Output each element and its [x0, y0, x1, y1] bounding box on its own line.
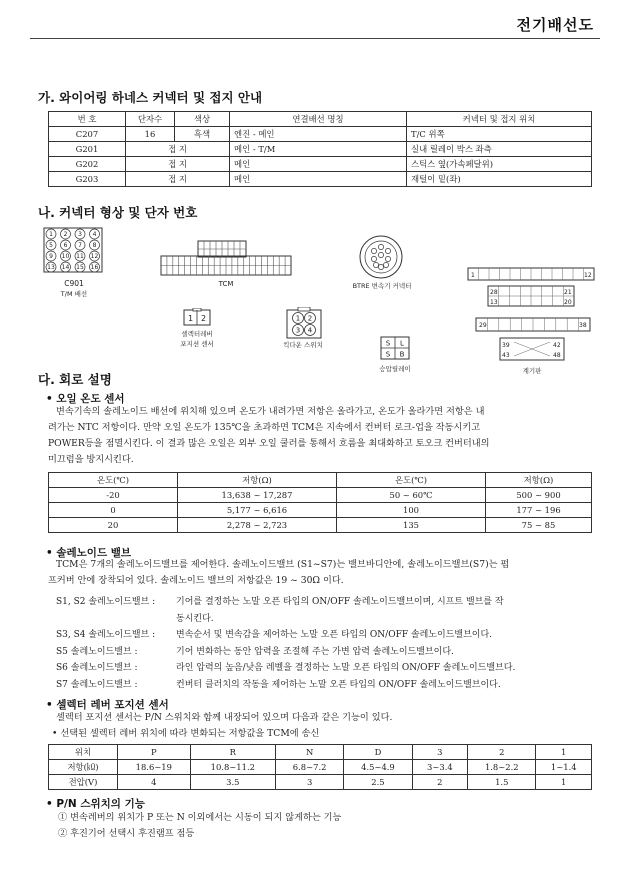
col-header: 저항(Ω) — [486, 473, 592, 488]
connector-table — [48, 111, 592, 187]
cell: 3.5 — [190, 775, 275, 790]
c901-connector-diagram — [40, 226, 106, 278]
table-row — [49, 142, 592, 157]
cell: 1 — [536, 775, 592, 790]
cell: 100 — [337, 503, 486, 518]
selector-resistance-table — [48, 744, 592, 790]
cell: 실내 릴레이 박스 좌측 — [407, 142, 592, 157]
pin-number: 6 — [63, 242, 68, 249]
col-header: N — [275, 745, 343, 760]
pin-number: 7 — [78, 242, 82, 249]
pin-number: 5 — [49, 242, 53, 249]
oil-temp-table — [48, 472, 592, 533]
c901-label: C901 — [64, 279, 84, 288]
pin-number: 16 — [90, 264, 99, 271]
oil-sensor-paragraph — [48, 404, 608, 468]
pin-number: 3 — [295, 326, 301, 335]
btre-pin — [378, 244, 383, 249]
cell: 1.8~2.2 — [468, 760, 536, 775]
kickdown-connector — [284, 307, 324, 339]
col-header: 저항(Ω) — [178, 473, 337, 488]
pin-number: 20 — [564, 299, 572, 306]
paragraph-line: 변속기속의 솔레노이드 배선에 위치해 있으며 온도가 내려가면 저항은 올라가고, 온도가 올라가면 저항은 내 — [56, 406, 485, 417]
pin-number: 13 — [490, 299, 498, 306]
cell: 0 — [49, 503, 178, 518]
col-header: 단자수 — [126, 112, 175, 127]
section-da-title: 다. 회로 설명 — [38, 372, 112, 387]
solenoid-item-value: 기어 변화하는 동안 압력을 조절해 주는 가변 압력 솔레노이드밸브이다. — [176, 646, 454, 657]
cluster-label: 계기판 — [522, 367, 542, 375]
solenoid-item-key: S6 솔레노이드밸브 : — [56, 663, 138, 673]
cell: 3~3.4 — [412, 760, 468, 775]
col-header: 1 — [536, 745, 592, 760]
page-header — [30, 10, 600, 39]
col-header: 위치 — [49, 745, 118, 760]
pin-number: 10 — [61, 253, 70, 260]
cluster-connector-mark — [514, 342, 550, 356]
col-header: D — [344, 745, 412, 760]
kickdown-label: 킥다운 스위치 — [283, 341, 323, 349]
btre-pin — [385, 256, 390, 261]
solenoid-item-value: 컨버터 클러치의 작동을 제어하는 노말 오픈 타입의 ON/OFF 솔레노이드밸브이다. — [176, 679, 501, 690]
cell: 스틱스 옆(가속페달위) — [407, 157, 592, 172]
pin-label: B — [399, 350, 405, 359]
btre-connector-diagram — [358, 234, 404, 280]
cell: 75 ~ 85 — [486, 518, 592, 533]
btre-label: BTRE 변속기 커넥터 — [352, 282, 412, 290]
cell: 20 — [49, 518, 178, 533]
cell: 2,278 ~ 2,723 — [178, 518, 337, 533]
btre-pin — [371, 248, 376, 253]
c901-sub-label: T/M 배선 — [60, 290, 88, 298]
pin-number: 12 — [584, 272, 592, 279]
cell: 메인 — [230, 157, 407, 172]
solenoid-item-key: S5 솔레노이드밸브 : — [56, 646, 138, 657]
selector-label-1: 셀렉터레버 — [181, 330, 213, 338]
pin-number: 1 — [49, 231, 53, 238]
pin-number: 1 — [187, 314, 194, 323]
col-header: 온도(℃) — [337, 473, 486, 488]
cell: 흑색 — [175, 127, 230, 142]
tcm-label: TCM — [218, 280, 234, 288]
pin-number: 2 — [200, 314, 207, 323]
cell: 접 지 — [126, 157, 230, 172]
table-row — [49, 127, 592, 142]
pin-number: 1 — [471, 272, 475, 279]
cell: 18.6~19 — [118, 760, 191, 775]
pin-number: 29 — [479, 322, 487, 329]
pin-number: 13 — [47, 264, 55, 271]
selector-label-2: 포지션 센서 — [180, 340, 214, 348]
cell: 5,177 ~ 6,616 — [178, 503, 337, 518]
relay-label: 승압릴레이 — [379, 365, 411, 373]
solenoid-item-value: 변속순서 및 변속감을 제어하는 노말 오픈 타입의 ON/OFF 솔레노이드밸브이다. — [176, 630, 493, 640]
selector-line-2: • 선택된 셀렉터 레버 위치에 따라 변화되는 저항값을 TCM에 송신 — [52, 728, 320, 739]
pin-number: 21 — [564, 289, 572, 296]
pin-number: 15 — [76, 264, 84, 271]
selector-sensor-title: • 셀렉터 레버 포지션 센서 — [46, 699, 169, 711]
paragraph-line: 프커버 안에 장착되어 있다. 솔레노이드 밸브의 저항값은 19 ~ 30Ω 이다. — [48, 575, 344, 586]
solenoid-item-key: S3, S4 솔레노이드밸브 : — [56, 630, 156, 640]
pin-number: 42 — [553, 342, 561, 349]
col-header: R — [190, 745, 275, 760]
cluster-connector-diagram — [466, 266, 598, 362]
pin-number: 12 — [90, 253, 99, 260]
cell: G202 — [49, 157, 126, 172]
table-row — [49, 775, 592, 790]
selector-line-1: 셀렉터 포지션 센서는 P/N 스위치와 함께 내장되어 있으며 다음과 같은 기능이 있다. — [56, 712, 393, 723]
cell: 메인 — [230, 172, 407, 187]
cell: 1~1.4 — [536, 760, 592, 775]
pn-item: ① 변속레버의 위치가 P 또는 N 이외에서는 시동이 되지 않게하는 기능 — [58, 812, 342, 823]
paragraph-line: 려가는 NTC 저항이다. 만약 오일 온도가 135℃을 초과하면 TCM은 지속에서 컨버터 로크-업을 작동시키고 — [48, 422, 481, 433]
relay-connector — [380, 336, 410, 360]
solenoid-item-value: 라인 압력의 높음/낮음 레벨을 결정하는 노말 오픈 타입의 ON/OFF 솔레노이드밸브다. — [176, 663, 516, 673]
cell: 엔진 - 메인 — [230, 127, 407, 142]
solenoid-paragraph — [48, 557, 608, 589]
col-header: 번 호 — [49, 112, 126, 127]
btre-pin — [378, 264, 383, 269]
pin-number: 28 — [490, 289, 498, 296]
pin-number: 2 — [307, 314, 313, 323]
cell: 2.5 — [344, 775, 412, 790]
col-header: 커넥터 및 접지 위치 — [407, 112, 592, 127]
paragraph-line: 미끄럼을 방지시킨다. — [48, 454, 134, 465]
cell: 1.5 — [468, 775, 536, 790]
solenoid-item-value: 기어를 결정하는 노말 오픈 타입의 ON/OFF 솔레노이드밸브이며, 시프트 밸브를 작 — [176, 597, 504, 607]
col-header: 색상 — [175, 112, 230, 127]
solenoid-title: • 솔레노이드 밸브 — [46, 547, 132, 559]
table-row — [49, 488, 592, 503]
cell: 재털이 밑(좌) — [407, 172, 592, 187]
btre-pin — [373, 262, 378, 267]
oil-sensor-title: • 오일 온도 센서 — [46, 393, 125, 405]
pin-number: 1 — [295, 314, 301, 323]
cell: 177 ~ 196 — [486, 503, 592, 518]
pin-number: 2 — [63, 231, 68, 238]
pin-number: 11 — [76, 253, 84, 260]
cell: G203 — [49, 172, 126, 187]
cell: 500 ~ 900 — [486, 488, 592, 503]
cell: 10.8~11.2 — [190, 760, 275, 775]
cell: T/C 위쪽 — [407, 127, 592, 142]
pin-number: 4 — [92, 231, 97, 238]
table-row — [49, 172, 592, 187]
col-header: 3 — [412, 745, 468, 760]
table-header-row — [49, 473, 592, 488]
btre-pin — [371, 256, 376, 261]
solenoid-item-key: S1, S2 솔레노이드밸브 : — [56, 597, 156, 607]
cell: 4 — [118, 775, 191, 790]
cell: 13,638 ~ 17,287 — [178, 488, 337, 503]
cell: 접 지 — [126, 172, 230, 187]
cell: 전압(V) — [49, 775, 118, 790]
paragraph-line: POWER등을 점멸시킨다. 이 결과 많은 오일은 외부 오일 쿨러를 통해서 흐름을 최대화하고 토오크 컨버터내의 — [48, 438, 490, 449]
pin-number: 39 — [502, 342, 510, 349]
cell: 4.5~4.9 — [344, 760, 412, 775]
section-na-title: 나. 커넥터 형상 및 단자 번호 — [38, 205, 198, 220]
cell: 50 ~ 60℃ — [337, 488, 486, 503]
solenoid-item-key: S7 솔레노이드밸브 : — [56, 679, 138, 690]
cell: C207 — [49, 127, 126, 142]
cell: 135 — [337, 518, 486, 533]
section-ga-title: 가. 와이어링 하네스 커넥터 및 접지 안내 — [38, 90, 263, 105]
pin-number: 43 — [502, 352, 510, 359]
table-row — [49, 157, 592, 172]
table-header-row — [49, 112, 592, 127]
cell: 메인 - T/M — [230, 142, 407, 157]
pin-number: 4 — [307, 326, 313, 335]
table-header-row — [49, 745, 592, 760]
cell: 16 — [126, 127, 175, 142]
cell: G201 — [49, 142, 126, 157]
cell: 저항(㏀) — [49, 760, 118, 775]
cell: 6.8~7.2 — [275, 760, 343, 775]
tcm-connector-diagram — [160, 240, 292, 276]
btre-pin — [378, 252, 383, 257]
col-header: 온도(℃) — [49, 473, 178, 488]
pin-number: 38 — [579, 322, 587, 329]
btre-pin — [385, 248, 390, 253]
col-header: 연결배선 명칭 — [230, 112, 407, 127]
pin-label: S — [385, 339, 391, 348]
table-row — [49, 518, 592, 533]
pn-item: ② 후진기어 선택시 후진램프 점등 — [58, 828, 195, 839]
btre-pin — [383, 262, 388, 267]
pn-switch-title: • P/N 스위치의 기능 — [46, 798, 145, 810]
pin-number: 8 — [92, 242, 97, 249]
page-header-title: 전기배선도 — [516, 16, 594, 34]
pin-number: 14 — [61, 264, 70, 271]
cell: 3 — [275, 775, 343, 790]
pin-number: 48 — [553, 352, 561, 359]
solenoid-item-value: 동시킨다. — [176, 613, 214, 624]
pin-label: S — [385, 350, 391, 359]
paragraph-line: TCM은 7개의 솔레노이드밸브를 제어한다. 솔레노이드밸브 (S1~S7)는 밸브바디안에, 솔레노이드밸브(S7)는 펌 — [56, 559, 510, 570]
table-row — [49, 760, 592, 775]
col-header: 2 — [468, 745, 536, 760]
pin-number: 3 — [78, 231, 82, 238]
cell: 2 — [412, 775, 468, 790]
selector-sensor-connector — [183, 308, 211, 326]
pin-number: 9 — [49, 253, 53, 260]
cell: -20 — [49, 488, 178, 503]
pin-label: L — [400, 339, 404, 348]
col-header: P — [118, 745, 191, 760]
table-row — [49, 503, 592, 518]
cell: 접 지 — [126, 142, 230, 157]
